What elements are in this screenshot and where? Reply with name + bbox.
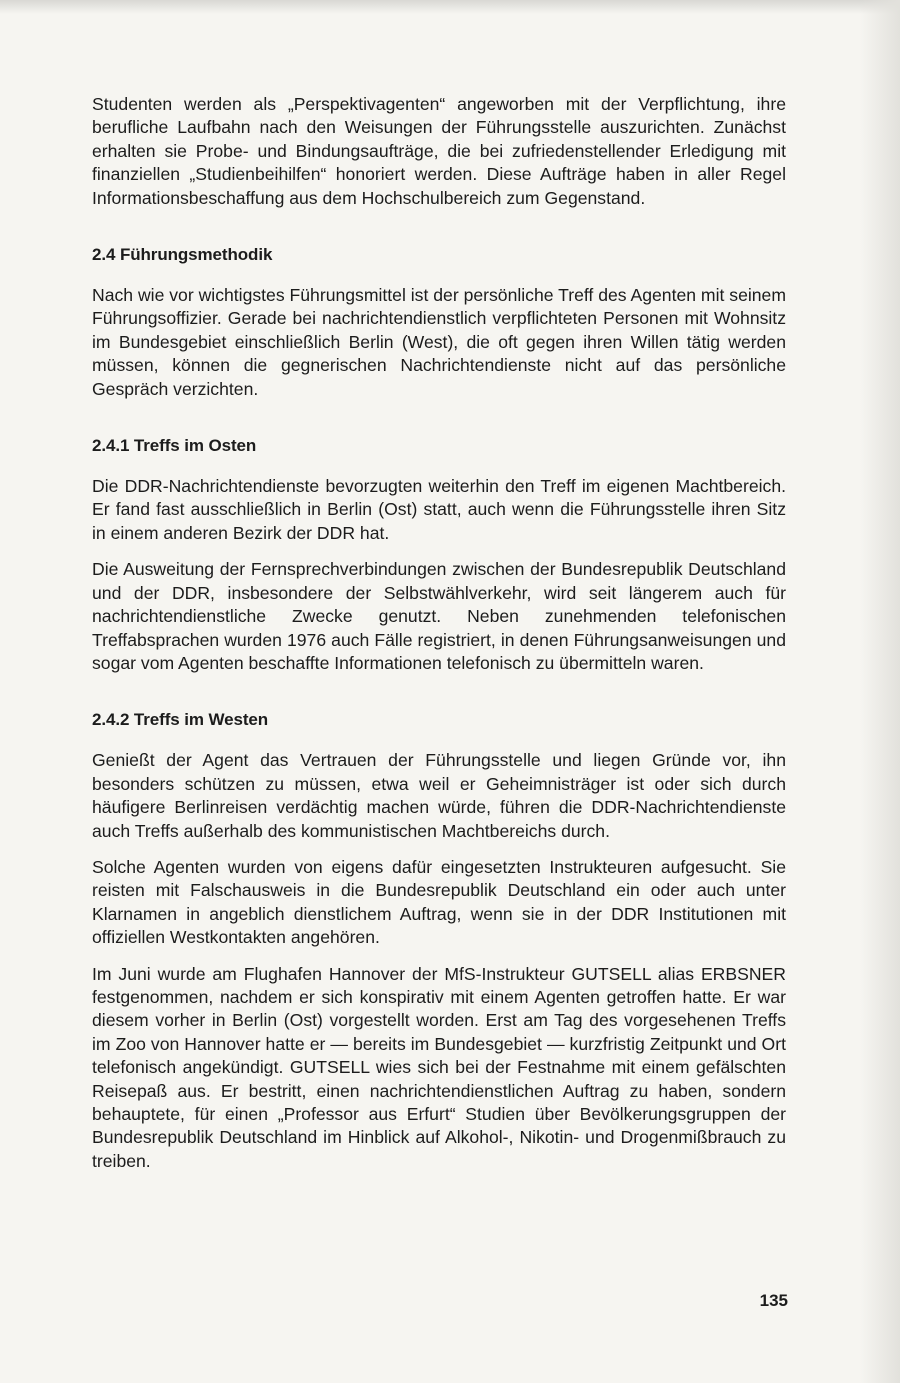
scan-edge-top xyxy=(0,0,900,14)
intro-paragraph: Studenten werden als „Perspektivagenten“ angeworben mit der Verpflichtung, ihre berufliche Laufbahn nach den Weisungen der Führungsstelle auszurichten. Zunächst erhalten sie Probe- und Bindungsaufträge, die bei zufriedenstellender Erledigung mit finanziellen „Studienbeihilfen“ honoriert werden. Diese Aufträge haben in aller Regel Informationsbeschaffung aus dem Hochschulbereich zum Gegenstand. xyxy=(92,94,786,208)
section-2-4-1-paragraph: Die Ausweitung der Fernsprechverbindungen zwischen der Bundesrepublik Deutschland und der DDR, insbesondere der Selbstwählverkehr, wird seit längerem auch für nachrichtendienstliche Zwecke genutzt. Neben zunehmenden telefonischen Treffabsprachen wurden 1976 auch Fälle registriert, in denen Führungsanweisungen und sogar vom Agenten beschaffte Informationen telefonisch zu übermitteln waren. xyxy=(92,559,786,673)
section-2-4-1-paragraph: Die DDR-Nachrichtendienste bevorzugten weiterhin den Treff im eigenen Machtbereich. Er fand fast ausschließlich in Berlin (Ost) statt, auch wenn die Führungsstelle ihren Sitz in einem anderen Bezirk der DDR hat. xyxy=(92,476,786,543)
section-2-4-2-paragraph: Im Juni wurde am Flughafen Hannover der MfS-Instrukteur GUTSELL alias ERBSNER festgenommen, nachdem er sich konspirativ mit einem Agenten getroffen hatte. Er war diesem vorher in Berlin (Ost) vorgestellt worden. Erst am Tag des vorgesehenen Treffs im Zoo von Hannover hatte er — bereits im Bundesgebiet — kurzfristig Zeitpunkt und Ort telefonisch angekündigt. GUTSELL wies sich bei der Festnahme mit einem gefälschten Reisepaß aus. Er bestritt, einen nachrichtendienstlichen Auftrag zu haben, sondern behauptete, für einen „Professor aus Erfurt“ Studien über Bevölkerungsgruppen der Bundesrepublik Deutschland im Hinblick auf Alkohol-, Nikotin- und Drogenmißbrauch zu treiben. xyxy=(92,963,786,1171)
section-heading-2-4-1: 2.4.1 Treffs im Osten xyxy=(92,436,257,456)
scan-edge-right xyxy=(860,0,900,1383)
page-body xyxy=(92,93,786,1173)
section-heading-2-4-2: 2.4.2 Treffs im Westen xyxy=(92,710,269,730)
section-2-4-2-paragraph: Genießt der Agent das Vertrauen der Führungsstelle und liegen Gründe vor, ihn besonders schützen zu müssen, etwa weil er Geheimnisträger ist oder sich durch häufigere Berlinreisen verdächtig machen würde, führen die DDR-Nachrichtendienste auch Treffs außerhalb des kommunistischen Machtbereichs durch. xyxy=(92,750,786,841)
section-2-4-paragraph: Nach wie vor wichtigstes Führungsmittel ist der persönliche Treff des Agenten mit seinem Führungsoffizier. Gerade bei nachrichtendienstlich verpflichteten Personen mit Wohnsitz im Bundesgebiet einschließlich Berlin (West), die oft gegen ihren Willen tätig werden müssen, können die gegnerischen Nachrichtendienste nicht auf das persönliche Gespräch verzichten. xyxy=(92,285,786,399)
section-heading-2-4: 2.4 Führungsmethodik xyxy=(92,245,273,265)
page-number: 135 xyxy=(759,1291,788,1310)
section-2-4-2-paragraph: Solche Agenten wurden von eigens dafür eingesetzten Instrukteuren aufgesucht. Sie reisten mit Falschausweis in die Bundesrepublik Deutschland ein oder auch unter Klarnamen in angeblich dienstlichem Auftrag, wenn sie in der DDR Institutionen mit offiziellen Westkontakten angehören. xyxy=(92,856,786,948)
